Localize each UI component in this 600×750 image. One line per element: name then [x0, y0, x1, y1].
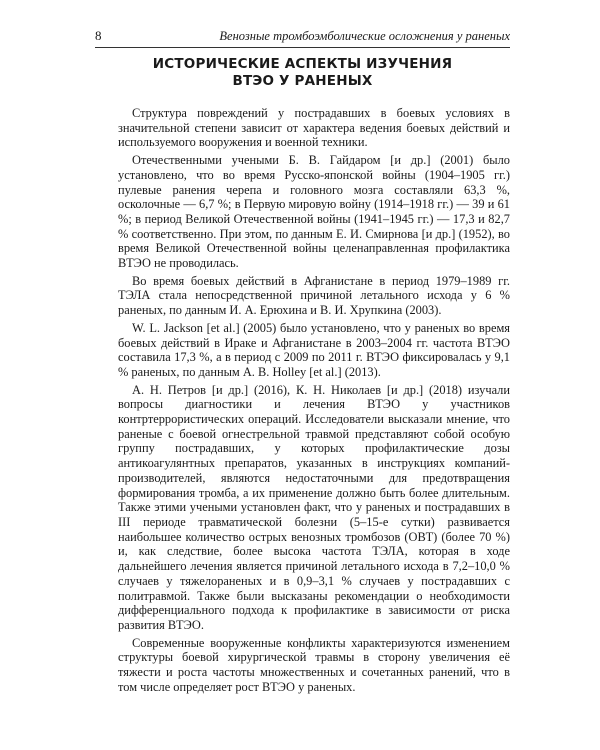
paragraph: Во время боевых действий в Афганистане в период 1979–1989 гг. ТЭЛА стала непосредственной причиной летального исхода у 6 % раненых, по данным И. А. Ерюхина и В. И. Хрупкина (2003).	[118, 273, 510, 318]
paragraph: А. Н. Петров [и др.] (2016), К. Н. Николаев [и др.] (2018) изучали вопросы диагностики и лечения ВТЭО у участников контртеррористических операций. Исследователи высказали мнение, что раненые с боевой огнестрельной травмой представляют собой особую группу пострадавших, у которых профилактические дозы антикоагулянтных препаратов, указанных в инструкциях компаний-производителей, являются недостаточными для предотвращения формирования тромба, а их применение должно быть более длительным. Также этими учеными установлен факт, что у раненых и пострадавших в III периоде травматической болезни (5–15-е сутки) развивается наибольшее количество острых венозных тромбозов (ОВТ) (более 70 %) и, как следствие, более высока частота ТЭЛА, которая в ходе дальнейшего лечения является причиной летального исхода в 7,2–10,0 % случаев у тяжелораненых и в 0,9–3,1 % случаев у пострадавших с политравмой. Также были высказаны рекомендации о необходимости дифференциального подхода к профилактике в зависимости от риска развития ВТЭО.	[118, 382, 510, 632]
section-title	[95, 56, 510, 90]
section-title-line-1: ИСТОРИЧЕСКИЕ АСПЕКТЫ ИЗУЧЕНИЯ	[152, 56, 453, 72]
paragraph: Отечественными учеными Б. В. Гайдаром [и др.] (2001) было установлено, что во время Русско-японской войны (1904–1905 гг.) пулевые ранения черепа и головного мозга составляли 63,3 %, осколочные — 6,7 %; в Первую мировую войну (1914–1918 гг.) — 39 и 61 %; в период Великой Отечественной войны (1941–1945 гг.) — 17,3 и 82,7 % соответственно. При этом, по данным Е. И. Смирнова [и др.] (1952), во время Великой Отечественной войны целенаправленная профилактика ВТЭО не проводилась.	[118, 153, 510, 271]
paragraph: Современные вооруженные конфликты характеризуются изменением структуры боевой хирургической травмы в сторону увеличения её тяжести и роста частоты множественных и сочетанных ранений, что в том числе определяет рост ВТЭО у раненых.	[118, 635, 510, 694]
paragraph: W. L. Jackson [et al.] (2005) было установлено, что у раненых во время боевых действий в Ираке и Афганистане в 2003–2004 гг. частота ВТЭО составила 17,3 %, а в период с 2009 по 2011 г. ВТЭО фиксировалась у 9,1 % раненых, по данным A. B. Holley [et al.] (2013).	[118, 320, 510, 379]
running-title: Венозные тромбоэмболические осложнения у раненых	[219, 29, 510, 43]
body-text	[118, 106, 510, 697]
paragraph: Структура повреждений у пострадавших в боевых условиях в значительной степени зависит от характера ведения боевых действий и используемого вооружения и военной техники.	[118, 106, 510, 150]
page-header	[95, 22, 510, 48]
section-title-line-2: ВТЭО У РАНЕНЫХ	[232, 73, 373, 89]
page-number: 8	[95, 28, 102, 43]
